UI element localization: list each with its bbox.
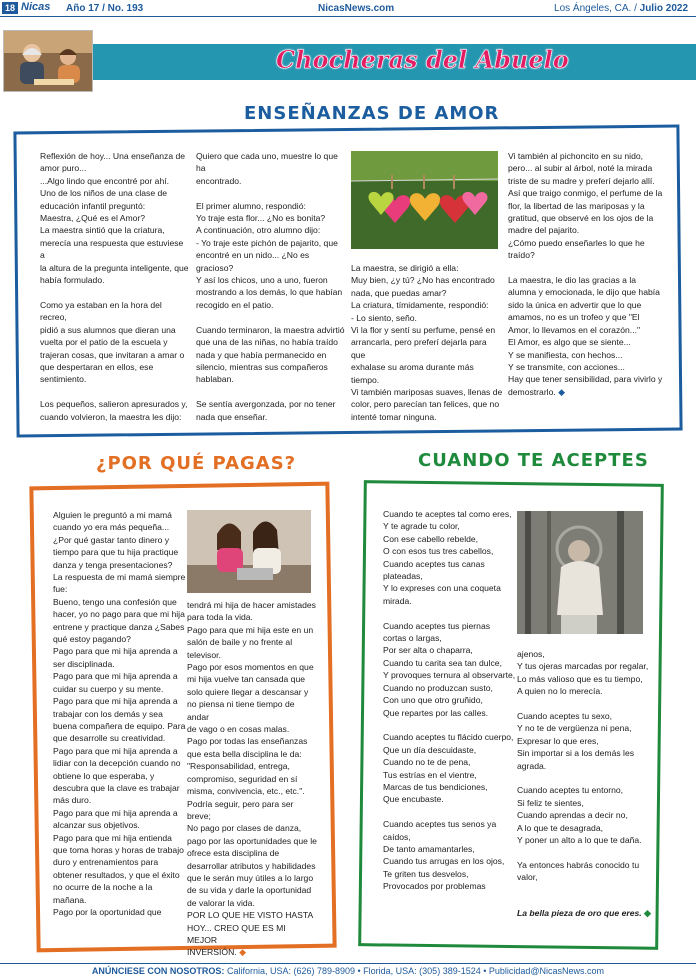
footer-contacts: California, USA: (626) 789-8909 • Florida, USA: (305) 389-1524 • Publicidad@NicasNews.com (224, 966, 605, 976)
ensenanzas-col-4 (508, 150, 668, 398)
location: Los Ángeles, CA. / (554, 3, 637, 14)
ensenanzas-col-3: La maestra, se dirigió a ella: Muy bien, ¿y tú? ¿No has encontrado nada, que puedas amar? La criatura, tímidamente, respondió: - Lo siento, seño. Vi la flor y sentí su perfume, pensé en arrancarla, pero preferí dejarla para que exhalase su aroma durante más tiempo. Vi también mariposas suaves, llenas de color, pero parecían tan felices, que no intenté tomar ninguna. (351, 263, 503, 422)
hearts-photo (351, 151, 498, 249)
porque-col-1: Alguien le preguntó a mi mamá cuando yo era más pequeña... ¿Por qué gastar tanto dinero y tiempo para que tu hija practique danza y tenga presentaciones? La respuesta de mi mamá siempre fue: Bueno, tengo una confesión que hacer, yo no pago para que mi hija entrene y practique danza ¿Sabes qué estoy pagando? Pago para que mi hija aprenda a ser disciplinada. Pago para que mi hija aprenda a cuidar su cuerpo y su mente. Pago para que mi hija aprenda a trabajar con los demás y sea buena compañera de equipo. Para que desarrolle su creatividad. Pago para que mi hija aprenda a lidiar con la decepción cuando no obtiene lo que esperaba, y descubra que la clave es trabajar más duro. Pago para que mi hija aprenda a alcanzar sus objetivos. Pago para que mi hija entienda que toma horas y horas de trabajo duro y entrenamientos para obtener resultados, y que el éxito no ocurre de la noche a la mañana. Pago por la oportunidad que (53, 510, 186, 917)
grandfather-photo (3, 30, 93, 92)
two-girls-photo (187, 510, 311, 593)
site-name: NicasNews.com (318, 3, 395, 14)
porque-col-2-text: tendrá mi hija de hacer amistades para toda la vida. Pago para que mi hija este en un salón de baile y no frente al televisor. Pago por esos momentos en que mi hija vuelve tan cansada que solo quiere llegar a descansar y no piensa ni tiene tiempo de andar de vago o en cosas malas. Pago por todas las enseñanzas que esta bella disciplina le da: "Responsabilidad, entrega, compromiso, seguridad en sí misma, convivencia, etc., etc.". Podría seguir, pero para ser breve; No pago por clases de danza, pago por las oportunidades que le ofrece esta disciplina de desarrollar atributos y habilidades que le serán muy útiles a lo largo de su vida y darle la oportunidad de valorar la vida. POR LO QUE HE VISTO HASTA HOY... CREO QUE ES MI MEJOR INVERSIÓN. (187, 600, 317, 958)
ensenanzas-col-1: Reflexión de hoy... Una enseñanza de amor puro... ...Algo lindo que encontré por ahí. Uno de los niños de una clase de educación infantil preguntó: Maestra, ¿Qué es el Amor? La maestra sintió que la criatura, merecía una respuesta que estuviese a la altura de la pregunta inteligente, que había formulado. Como ya estaban en la hora del recreo, pidió a sus alumnos que dieran una vuelta por el patio de la escuela y trajeran cosas, que invitaran a amar o que despertaran en ellos, ese sentimiento. Los pequeños, salieron apresurados y, cuando volvieron, la maestra les dijo: (40, 151, 189, 422)
banner-title: Chocheras del Abuelo (276, 45, 569, 74)
issue-date: Julio 2022 (639, 3, 688, 14)
cuando-closing (517, 907, 657, 919)
ensenanzas-col-4-text: Vi también al pichoncito en su nido, pero... al subir al árbol, noté la mirada triste de su madre y preferí dejarlo allí. Así que traigo conmigo, el perfume de la flor, la libertad de las mariposas y la gratitud, que observé en los ojos de la madre del pajarito. ¿Cómo puedo enseñarles lo que he traído? La maestra, le dio las gracias a la alumna y emocionada, le dijo que había sido la única en advertir que lo que amamos, no es un trofeo y que "El Amor, lo llevamos en el corazón..." El Amor, es algo que se siente... Y se manifiesta, con hechos... Y se transmite, con acciones... Hay que tener sensibilidad, para vivirlo y demostrarlo. (508, 151, 663, 397)
footer-lead: ANÚNCIESE CON NOSOTROS: (91, 966, 225, 976)
section-title-ensenanzas: ENSEÑANZAS DE AMOR (244, 103, 500, 124)
end-mark-icon: ◆ (644, 908, 651, 918)
cuando-col-1: Cuando te aceptes tal como eres, Y te agrade tu color, Con ese cabello rebelde, O con esos tus tres cabellos, Cuando aceptes tus canas plateadas, Y lo expreses con una coqueta mirada. Cuando aceptes tus piernas cortas o largas, Por ser alta o chaparra, Cuando tu carita sea tan dulce, Y provoques ternura al observarte, Cuando no produzcan susto, Con uno que otro gruñido, Que repartes por las calles. Cuando aceptes tu flácido cuerpo, Que un día descuidaste, Cuando no te de pena, Tus estrías en el vientre, Marcas de tus bendiciones, Que encubaste. Cuando aceptes tus senos ya caídos, De tanto amamantarles, Cuando tus arrugas en los ojos, Te griten tus desvelos, Provocados por problemas (383, 509, 516, 892)
cuando-col-2: ajenos, Y tus ojeras marcadas por regalar, Lo más valioso que es tu tiempo, A quien no lo merecía. Cuando aceptes tu sexo, Y no te de vergüenza ni pena, Expresar lo que eres, Sin importar si a los demás les agrada. Cuando aceptes tu entorno, Si feliz te sientes, Cuando aprendas a decir no, A lo que te desagrada, Y poner un alto a lo que te daña. Ya entonces habrás conocido tu valor, (517, 649, 649, 883)
section-title-porque: ¿POR QUÉ PAGAS? (96, 453, 297, 474)
page-footer (0, 963, 696, 979)
column-banner (0, 30, 696, 92)
ensenanzas-col-2: Quiero que cada uno, muestre lo que ha encontrado. El primer alumno, respondió: Yo traje esta flor... ¿No es bonita? A continuación, otro alumno dijo: - Yo traje este pichón de pajarito, que encontré en un nido... ¿No es gracioso? Y así los chicos, uno a uno, fueron mostrando a los demás, lo que habían recogido en el patio. Cuando terminaron, la maestra advirtió que una de las niñas, no había traído nada y que había permanecido en silencio, mientras sus compañeros hablaban. Se sentía avergonzada, por no tener nada que enseñar. (196, 151, 345, 422)
porque-col-2 (187, 599, 317, 959)
newspaper-logo: Nicas (21, 1, 51, 13)
section-title-cuando: CUANDO TE ACEPTES (418, 450, 649, 471)
page-header (0, 0, 696, 17)
page-number: 18 (2, 2, 18, 14)
cuando-closing-text: La bella pieza de oro que eres. (517, 908, 642, 918)
end-mark-icon: ◆ (558, 386, 566, 397)
end-mark-icon: ◆ (239, 947, 246, 958)
issue-number: Año 17 / No. 193 (66, 3, 144, 14)
woman-hug-photo (517, 511, 643, 634)
dateline (554, 3, 688, 14)
